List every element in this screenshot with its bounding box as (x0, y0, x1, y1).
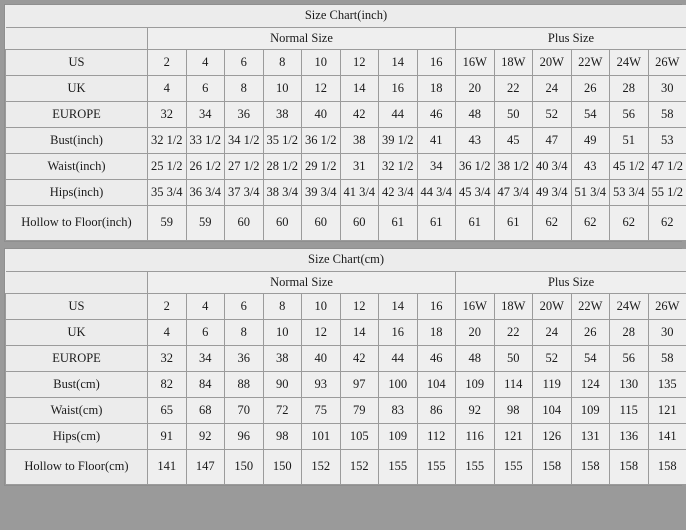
cell: 61 (494, 206, 533, 241)
cell: 40 (302, 102, 341, 128)
cell: 46 (417, 102, 456, 128)
cell: 70 (225, 398, 264, 424)
cell: 109 (571, 398, 610, 424)
cell: 44 3/4 (417, 180, 456, 206)
cell: 38 1/2 (494, 154, 533, 180)
cell: 112 (417, 424, 456, 450)
cell: 56 (610, 102, 649, 128)
cell: 65 (148, 398, 187, 424)
cell: 155 (494, 450, 533, 485)
cell: 158 (533, 450, 572, 485)
cell: 25 1/2 (148, 154, 187, 180)
cell: 86 (417, 398, 456, 424)
cell: 62 (648, 206, 686, 241)
cell: 82 (148, 372, 187, 398)
cell: 30 (648, 76, 686, 102)
cell: 20W (533, 294, 572, 320)
cell: 52 (533, 346, 572, 372)
group-header-row (6, 28, 686, 50)
cell: 41 (417, 128, 456, 154)
cell: 26 1/2 (186, 154, 225, 180)
cell: 8 (263, 50, 302, 76)
group-plus-size: Plus Size (456, 272, 686, 294)
cell: 51 3/4 (571, 180, 610, 206)
cell: 38 3/4 (263, 180, 302, 206)
cell: 98 (494, 398, 533, 424)
row-label-europe: EUROPE (6, 346, 148, 372)
cell: 34 1/2 (225, 128, 264, 154)
row-label-bust: Bust(cm) (6, 372, 148, 398)
cell: 34 (186, 102, 225, 128)
cell: 60 (263, 206, 302, 241)
cell: 41 3/4 (340, 180, 379, 206)
cell: 135 (648, 372, 686, 398)
cell: 26 (571, 320, 610, 346)
cell: 126 (533, 424, 572, 450)
cell: 12 (302, 320, 341, 346)
cell: 20 (456, 320, 495, 346)
cell: 28 (610, 320, 649, 346)
cell: 6 (225, 294, 264, 320)
cell: 18W (494, 294, 533, 320)
cell: 42 (340, 346, 379, 372)
row-label-uk: UK (6, 320, 148, 346)
cell: 83 (379, 398, 418, 424)
cell: 150 (263, 450, 302, 485)
cell: 36 (225, 102, 264, 128)
cell: 16 (379, 320, 418, 346)
corner-cell (6, 272, 148, 294)
cell: 100 (379, 372, 418, 398)
cell: 60 (302, 206, 341, 241)
cell: 20 (456, 76, 495, 102)
cell: 152 (340, 450, 379, 485)
cell: 39 3/4 (302, 180, 341, 206)
cell: 46 (417, 346, 456, 372)
cell: 90 (263, 372, 302, 398)
cell: 37 3/4 (225, 180, 264, 206)
cell: 54 (571, 346, 610, 372)
chart-title-row (6, 249, 686, 272)
table-row (6, 128, 686, 154)
cell: 136 (610, 424, 649, 450)
table-row (6, 180, 686, 206)
cell: 47 3/4 (494, 180, 533, 206)
cell: 34 (186, 346, 225, 372)
row-label-us: US (6, 50, 148, 76)
cell: 38 (340, 128, 379, 154)
cell: 6 (225, 50, 264, 76)
cell: 22W (571, 294, 610, 320)
cell: 147 (186, 450, 225, 485)
cell: 24 (533, 76, 572, 102)
cell: 50 (494, 346, 533, 372)
cell: 115 (610, 398, 649, 424)
cell: 84 (186, 372, 225, 398)
cell: 48 (456, 102, 495, 128)
cell: 44 (379, 102, 418, 128)
size-chart-inch-table (5, 5, 686, 241)
cell: 75 (302, 398, 341, 424)
cell: 155 (379, 450, 418, 485)
cell: 47 1/2 (648, 154, 686, 180)
cell: 121 (494, 424, 533, 450)
table-row (6, 50, 686, 76)
cell: 39 1/2 (379, 128, 418, 154)
cell: 6 (186, 320, 225, 346)
cell: 36 3/4 (186, 180, 225, 206)
cell: 98 (263, 424, 302, 450)
cell: 62 (533, 206, 572, 241)
cell: 28 (610, 76, 649, 102)
cell: 10 (302, 50, 341, 76)
cell: 35 1/2 (263, 128, 302, 154)
cell: 150 (225, 450, 264, 485)
cell: 155 (417, 450, 456, 485)
group-normal-size: Normal Size (148, 28, 456, 50)
cell: 152 (302, 450, 341, 485)
cell: 29 1/2 (302, 154, 341, 180)
table-row (6, 450, 686, 485)
cell: 158 (610, 450, 649, 485)
cell: 32 (148, 346, 187, 372)
cell: 88 (225, 372, 264, 398)
size-chart-cm-table (5, 249, 686, 485)
cell: 4 (148, 320, 187, 346)
cell: 58 (648, 102, 686, 128)
cell: 60 (340, 206, 379, 241)
size-chart-inch (4, 4, 682, 242)
cell: 14 (379, 50, 418, 76)
table-row (6, 154, 686, 180)
cell: 59 (148, 206, 187, 241)
cell: 92 (186, 424, 225, 450)
cell: 121 (648, 398, 686, 424)
cell: 18W (494, 50, 533, 76)
chart-title-row (6, 5, 686, 28)
cell: 32 (148, 102, 187, 128)
cell: 45 3/4 (456, 180, 495, 206)
cell: 44 (379, 346, 418, 372)
row-label-hollow-to-floor: Hollow to Floor(inch) (6, 206, 148, 241)
cell: 6 (186, 76, 225, 102)
cell: 158 (571, 450, 610, 485)
cell: 40 3/4 (533, 154, 572, 180)
table-row (6, 294, 686, 320)
cell: 16W (456, 50, 495, 76)
cell: 24W (610, 294, 649, 320)
cell: 92 (456, 398, 495, 424)
row-label-waist: Waist(inch) (6, 154, 148, 180)
cell: 61 (379, 206, 418, 241)
cell: 16 (379, 76, 418, 102)
table-row (6, 372, 686, 398)
cell: 38 (263, 346, 302, 372)
cell: 91 (148, 424, 187, 450)
cell: 54 (571, 102, 610, 128)
row-label-us: US (6, 294, 148, 320)
cell: 79 (340, 398, 379, 424)
cell: 62 (610, 206, 649, 241)
cell: 56 (610, 346, 649, 372)
row-label-bust: Bust(inch) (6, 128, 148, 154)
cell: 130 (610, 372, 649, 398)
cell: 53 (648, 128, 686, 154)
cell: 42 3/4 (379, 180, 418, 206)
cell: 45 (494, 128, 533, 154)
cell: 32 1/2 (148, 128, 187, 154)
cell: 119 (533, 372, 572, 398)
cell: 131 (571, 424, 610, 450)
cell: 2 (148, 294, 187, 320)
cell: 10 (263, 320, 302, 346)
cell: 96 (225, 424, 264, 450)
table-row (6, 398, 686, 424)
cell: 26 (571, 76, 610, 102)
cell: 59 (186, 206, 225, 241)
cell: 32 1/2 (379, 154, 418, 180)
cell: 24W (610, 50, 649, 76)
cell: 36 1/2 (302, 128, 341, 154)
chart-title: Size Chart(inch) (6, 5, 686, 28)
size-chart-cm (4, 248, 682, 486)
cell: 28 1/2 (263, 154, 302, 180)
cell: 40 (302, 346, 341, 372)
cell: 61 (417, 206, 456, 241)
cell: 43 (571, 154, 610, 180)
cell: 50 (494, 102, 533, 128)
cell: 93 (302, 372, 341, 398)
cell: 53 3/4 (610, 180, 649, 206)
cell: 16 (417, 294, 456, 320)
row-label-uk: UK (6, 76, 148, 102)
row-label-hollow-to-floor: Hollow to Floor(cm) (6, 450, 148, 485)
cell: 8 (225, 320, 264, 346)
cell: 35 3/4 (148, 180, 187, 206)
cell: 60 (225, 206, 264, 241)
cell: 104 (533, 398, 572, 424)
cell: 4 (186, 50, 225, 76)
cell: 158 (648, 450, 686, 485)
cell: 42 (340, 102, 379, 128)
cell: 49 3/4 (533, 180, 572, 206)
cell: 31 (340, 154, 379, 180)
cell: 43 (456, 128, 495, 154)
cell: 26W (648, 50, 686, 76)
cell: 124 (571, 372, 610, 398)
cell: 34 (417, 154, 456, 180)
cell: 55 1/2 (648, 180, 686, 206)
row-label-hips: Hips(cm) (6, 424, 148, 450)
cell: 30 (648, 320, 686, 346)
cell: 116 (456, 424, 495, 450)
cell: 14 (340, 320, 379, 346)
cell: 22W (571, 50, 610, 76)
cell: 48 (456, 346, 495, 372)
cell: 33 1/2 (186, 128, 225, 154)
cell: 101 (302, 424, 341, 450)
group-plus-size: Plus Size (456, 28, 686, 50)
cell: 8 (225, 76, 264, 102)
cell: 8 (263, 294, 302, 320)
cell: 36 1/2 (456, 154, 495, 180)
cell: 24 (533, 320, 572, 346)
cell: 14 (340, 76, 379, 102)
cell: 105 (340, 424, 379, 450)
cell: 18 (417, 76, 456, 102)
cell: 61 (456, 206, 495, 241)
cell: 141 (148, 450, 187, 485)
cell: 47 (533, 128, 572, 154)
corner-cell (6, 28, 148, 50)
cell: 27 1/2 (225, 154, 264, 180)
cell: 10 (263, 76, 302, 102)
cell: 49 (571, 128, 610, 154)
cell: 109 (379, 424, 418, 450)
cell: 68 (186, 398, 225, 424)
chart-title: Size Chart(cm) (6, 249, 686, 272)
cell: 2 (148, 50, 187, 76)
cell: 141 (648, 424, 686, 450)
cell: 51 (610, 128, 649, 154)
cell: 62 (571, 206, 610, 241)
group-normal-size: Normal Size (148, 272, 456, 294)
table-row (6, 76, 686, 102)
cell: 97 (340, 372, 379, 398)
cell: 12 (302, 76, 341, 102)
cell: 14 (379, 294, 418, 320)
cell: 72 (263, 398, 302, 424)
cell: 104 (417, 372, 456, 398)
row-label-europe: EUROPE (6, 102, 148, 128)
table-row (6, 102, 686, 128)
table-row (6, 424, 686, 450)
cell: 18 (417, 320, 456, 346)
cell: 52 (533, 102, 572, 128)
table-row (6, 346, 686, 372)
cell: 155 (456, 450, 495, 485)
cell: 38 (263, 102, 302, 128)
group-header-row (6, 272, 686, 294)
cell: 58 (648, 346, 686, 372)
table-row (6, 320, 686, 346)
cell: 12 (340, 294, 379, 320)
row-label-waist: Waist(cm) (6, 398, 148, 424)
table-row (6, 206, 686, 241)
cell: 20W (533, 50, 572, 76)
cell: 10 (302, 294, 341, 320)
cell: 114 (494, 372, 533, 398)
cell: 4 (186, 294, 225, 320)
cell: 16 (417, 50, 456, 76)
cell: 12 (340, 50, 379, 76)
cell: 4 (148, 76, 187, 102)
row-label-hips: Hips(inch) (6, 180, 148, 206)
cell: 36 (225, 346, 264, 372)
cell: 45 1/2 (610, 154, 649, 180)
cell: 26W (648, 294, 686, 320)
cell: 22 (494, 320, 533, 346)
cell: 109 (456, 372, 495, 398)
cell: 22 (494, 76, 533, 102)
cell: 16W (456, 294, 495, 320)
